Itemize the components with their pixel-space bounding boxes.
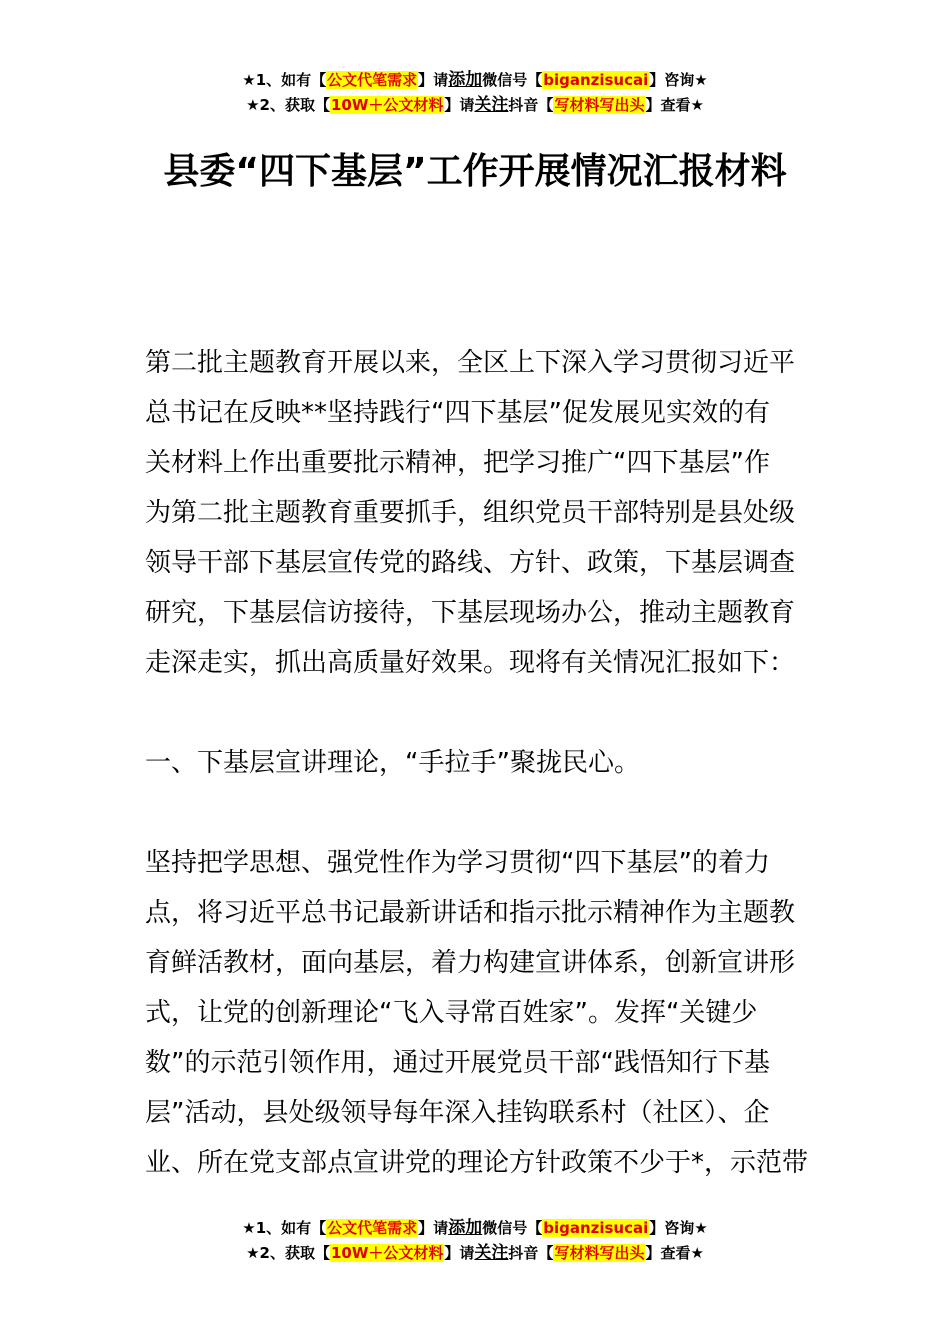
star-icon: ★ <box>242 71 256 89</box>
paragraph-line: 坚持把学思想、强党性作为学习贯彻“四下基层”的着力 <box>145 848 770 878</box>
douyin-account: 写材料写出头 <box>554 1244 645 1262</box>
promo-line-2: ★2、获取【10W＋公文材料】请关注抖音【写材料写出头】查看★ <box>246 95 704 115</box>
promo-line-2: ★2、获取【10W＋公文材料】请关注抖音【写材料写出头】查看★ <box>246 1243 704 1263</box>
paragraph-line: 第二批主题教育开展以来，全区上下深入学习贯彻习近平 <box>145 348 796 378</box>
paragraph-line: 点，将习近平总书记最新讲话和指示批示精神作为主题教 <box>145 898 796 928</box>
highlight-materials: 10W＋公文材料 <box>330 96 444 114</box>
promo-line-1: ★1、如有【公文代笔需求】请添加微信号【biganzisucai】咨询★ <box>242 70 708 90</box>
star-icon: ★ <box>246 96 260 114</box>
highlight-service: 公文代笔需求 <box>327 1219 418 1237</box>
highlight-service: 公文代笔需求 <box>327 71 418 89</box>
star-icon: ★ <box>246 1244 260 1262</box>
paragraph-line: 层”活动，县处级领导每年深入挂钩联系村（社区）、企 <box>145 1098 770 1128</box>
paragraph-line: 育鲜活教材，面向基层，着力构建宣讲体系，创新宣讲形 <box>145 948 796 978</box>
paragraph-line: 领导干部下基层宣传党的路线、方针、政策，下基层调查 <box>145 548 796 578</box>
paragraph-line: 式，让党的创新理论“飞入寻常百姓家”。发挥“关键少 <box>145 998 758 1028</box>
paragraph-line: 业、所在党支部点宣讲党的理论方针政策不少于*，示范带 <box>145 1148 809 1178</box>
promo-line-1: ★1、如有【公文代笔需求】请添加微信号【biganzisucai】咨询★ <box>242 1218 708 1238</box>
paragraph-line: 走深走实，抓出高质量好效果。现将有关情况汇报如下： <box>145 648 796 678</box>
paragraph-line: 研究，下基层信访接待，下基层现场办公，推动主题教育 <box>145 598 796 628</box>
paragraph-line: 关材料上作出重要批示精神，把学习推广“四下基层”作 <box>145 448 770 478</box>
paragraph-line: 总书记在反映**坚持践行“四下基层”促发展见实效的有 <box>145 398 770 428</box>
wechat-id: biganzisucai <box>543 71 649 89</box>
douyin-account: 写材料写出头 <box>554 96 645 114</box>
wechat-id: biganzisucai <box>543 1219 649 1237</box>
paragraph-line: 数”的示范引领作用，通过开展党员干部“践悟知行下基 <box>145 1048 770 1078</box>
highlight-materials: 10W＋公文材料 <box>330 1244 444 1262</box>
document-body <box>145 338 810 1188</box>
section-heading: 一、下基层宣讲理论，“手拉手”聚拢民心。 <box>145 748 640 778</box>
paragraph-line: 为第二批主题教育重要抓手，组织党员干部特别是县处级 <box>145 498 796 528</box>
promo-banner-bottom <box>0 1216 950 1266</box>
star-icon: ★ <box>242 1219 256 1237</box>
promo-banner-top <box>0 68 950 118</box>
document-title: 县委“四下基层”工作开展情况汇报材料 <box>163 151 787 192</box>
